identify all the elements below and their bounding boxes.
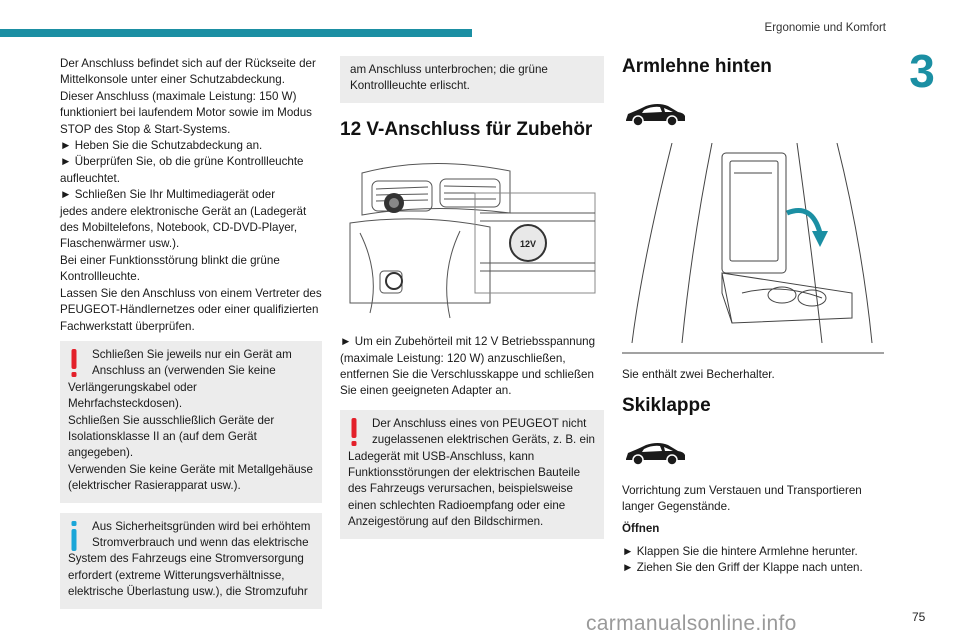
text-line: Der Anschluss befindet sich auf der Rückseite der <box>60 57 316 70</box>
text-line: aufleuchtet. <box>60 171 120 185</box>
warning-line: Verwenden Sie keine Geräte mit Metallgehäuse <box>68 462 313 476</box>
text-line: langer Gegenstände. <box>622 500 731 514</box>
text-line: Sie einen geeigneten Adapter an. <box>340 384 512 398</box>
step-line: ► Heben Sie die Schutzabdeckung an. <box>60 139 263 153</box>
text-line: jedes andere elektronische Gerät an (Ladegerät <box>60 204 307 218</box>
dashboard-12v-socket-illustration <box>340 153 602 321</box>
warning-line: Schließen Sie ausschließlich Geräte der <box>68 413 275 427</box>
text-line: entfernen Sie die Verschlusskappe und schließen <box>340 368 594 382</box>
step-line: ► Überprüfen Sie, ob die grüne Kontrollleuchte <box>60 155 304 169</box>
rear-armrest-illustration <box>622 143 884 355</box>
info-box-continued <box>340 56 604 103</box>
info-line: am Anschluss unterbrochen; die grüne <box>350 63 548 76</box>
watermark: carmanualsonline.info <box>586 612 797 635</box>
warning-box <box>60 341 322 503</box>
warning-line: (elektrischer Rasierapparat usw.). <box>68 479 241 493</box>
warning-line: Funktionsstörungen der elektrischen Bauteile <box>348 466 581 480</box>
header-accent-bar <box>0 29 472 37</box>
warning-line: Der Anschluss eines von PEUGEOT nicht <box>372 416 587 430</box>
warning-exclamation-icon <box>68 349 80 379</box>
text-line: Fachwerkstatt überprüfen. <box>60 319 195 333</box>
socket-label: 12V <box>519 238 537 249</box>
text-line: Dieser Anschluss (maximale Leistung: 150 W) <box>60 89 297 103</box>
warning-line: Ladegerät mit USB-Anschluss, kann <box>348 449 535 463</box>
text-line: STOP des Stop & Start-Systems. <box>60 122 231 136</box>
text-line: Flaschenwärmer usw.). <box>60 237 180 251</box>
intro-text <box>60 56 322 335</box>
car-silhouette-icon <box>622 100 688 128</box>
warning-exclamation-icon <box>348 418 360 448</box>
info-line: Aus Sicherheitsgründen wird bei erhöhtem <box>92 519 311 533</box>
warning-line: des Fahrzeugs verursachen, beispielsweise <box>348 482 573 496</box>
info-line: Kontrollleuchte erlischt. <box>350 79 470 93</box>
subheading: Öffnen <box>622 522 660 536</box>
text-line: PEUGEOT-Händlernetzes oder einer qualifizierten <box>60 303 319 317</box>
info-line: elektrische Überlastung usw.), die Stromzufuhr <box>68 585 308 599</box>
text-line: Bei einer Funktionsstörung blinkt die grüne <box>60 253 280 267</box>
step-line: ► Schließen Sie Ihr Multimediagerät oder <box>60 188 276 202</box>
column-2 <box>340 56 604 539</box>
warning-line: Isolationsklasse II an (auf dem Gerät <box>68 429 257 443</box>
column-1 <box>60 56 322 609</box>
warning-line: Schließen Sie jeweils nur ein Gerät am <box>92 347 292 361</box>
warning-box <box>340 410 604 539</box>
page-number: 75 <box>912 610 926 624</box>
text-line: (maximale Leistung: 120 W) anzuschließen, <box>340 351 566 365</box>
section-title: Ergonomie und Komfort <box>764 22 886 34</box>
warning-line: einen schlechten Radioempfang oder eine <box>348 498 566 512</box>
text-line: Vorrichtung zum Verstauen und Transportieren <box>622 483 862 497</box>
instructions <box>340 334 604 400</box>
text-line: funktioniert bei laufendem Motor sowie im Modus <box>60 106 312 120</box>
section-heading: Armlehne hinten <box>622 56 772 77</box>
caption: Sie enthält zwei Becherhalter. <box>622 367 775 381</box>
step-line: ► Um ein Zubehörteil mit 12 V Betriebsspannung <box>340 335 596 349</box>
text-line: Kontrollleuchte. <box>60 270 140 284</box>
car-silhouette-icon <box>622 439 688 467</box>
section-heading: 12 V-Anschluss für Zubehör <box>340 118 593 140</box>
section-heading: Skiklappe <box>622 395 711 417</box>
info-line: erfordert (extreme Witterungsverhältnisse, <box>68 568 285 582</box>
chapter-number: 3 <box>909 45 935 97</box>
info-box <box>60 513 322 609</box>
info-icon <box>68 521 80 551</box>
text-line: Lassen Sie den Anschluss von einem Vertreter des <box>60 286 322 300</box>
warning-line: angegeben). <box>68 446 134 460</box>
info-line: System des Fahrzeugs eine Stromversorgung <box>68 552 304 566</box>
warning-line: Anschluss an (verwenden Sie keine <box>92 364 276 378</box>
step-line: ► Ziehen Sie den Griff der Klappe nach unten. <box>622 561 863 575</box>
warning-line: Verlängerungskabel oder Mehrfachsteckdosen). <box>68 380 197 411</box>
text-line: Mittelkonsole unter einer Schutzabdeckung. <box>60 73 285 87</box>
warning-line: Anzeigestörung auf den Bildschirmen. <box>348 515 544 529</box>
info-line: Stromverbrauch und wenn das elektrische <box>92 535 309 549</box>
step-line: ► Klappen Sie die hintere Armlehne herunter. <box>622 544 858 558</box>
warning-line: zugelassenen elektrischen Geräts, z. B. ein <box>372 433 595 447</box>
text-line: des Mobiltelefons, Notebook, CD-DVD-Player, <box>60 221 298 235</box>
column-3 <box>622 56 884 577</box>
